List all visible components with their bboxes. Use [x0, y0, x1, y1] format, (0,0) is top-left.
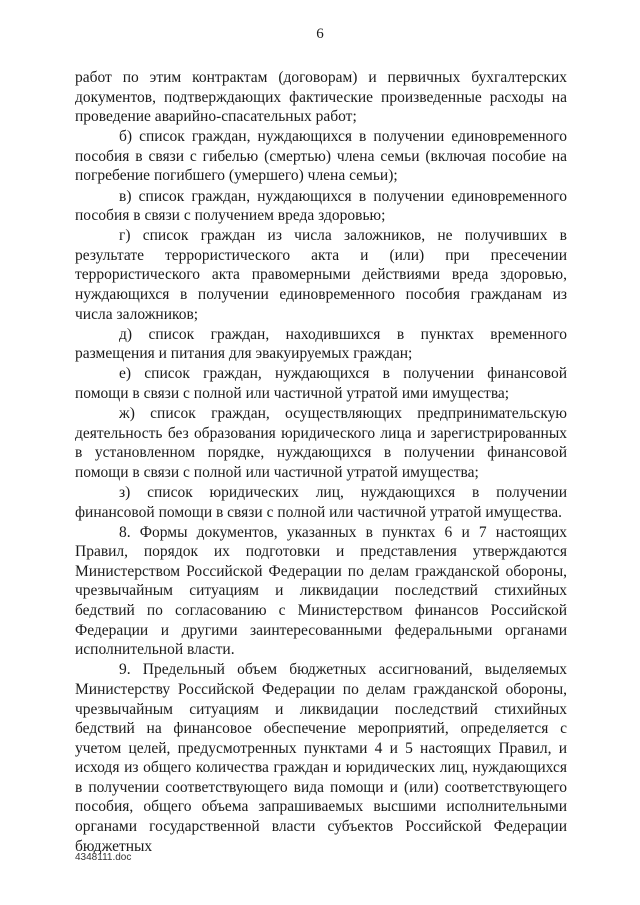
paragraph-section-9: 9. Предельный объем бюджетных ассигнований, выделяемых Министерству Российской Федерации по делам гражданской обороны, чрезвычайным ситуациям и ликвидации последствий стихийных бедствий на финансовое обеспечение мероприятий, определяется с учетом целей, предусмотренных пунктами 4 и 5 настоящих Правил, и исходя из общего количества граждан и юридических лиц, нуждающихся в получении соответствующего вида помощи и (или) соответствующего пособия, общего объема запрашиваемых высшими исполнительными органами государственной власти субъектов Российской Федерации бюджетных — [75, 661, 567, 855]
paragraph-item-d: д) список граждан, находившихся в пунктах временного размещения и питания для эвакуируемых граждан; — [75, 325, 567, 363]
file-name-footer: 4348111.doc — [75, 852, 132, 863]
paragraph-item-z: з) список юридических лиц, нуждающихся в получении финансовой помощи в связи с полной или частичной утратой имущества. — [75, 483, 567, 521]
page-number: 6 — [316, 26, 324, 42]
paragraph-item-e: е) список граждан, нуждающихся в получении финансовой помощи в связи с полной или частичной утратой ими имущества; — [75, 365, 567, 402]
document-body — [75, 68, 567, 857]
paragraph-item-g: г) список граждан из числа заложников, не получивших в результате террористического акта и (или) при пресечении террористического акта правомерными действиями вреда здоровью, нуждающихся в получении единовременного пособия гражданам из числа заложников; — [75, 227, 567, 323]
paragraph-section-8: 8. Формы документов, указанных в пунктах 6 и 7 настоящих Правил, порядок их подготовки и представления утверждаются Министерством Российской Федерации по делам гражданской обороны, чрезвычайным ситуациям и ликвидации последствий стихийных бедствий по согласованию с Министерством финансов Российской Федерации и другими заинтересованными федеральными органами исполнительной власти. — [75, 523, 567, 659]
paragraph-item-zh: ж) список граждан, осуществляющих предпринимательскую деятельность без образования юридического лица и зарегистрированных в установленном порядке, нуждающихся в получении финансовой помощи в связи с полной или частичной утратой имущества; — [75, 405, 567, 481]
paragraph-item-b: б) список граждан, нуждающихся в получении единовременного пособия в связи с гибелью (смертью) члена семьи (включая пособие на погребение погибшего (умершего) члена семьи); — [75, 128, 567, 185]
paragraph-item-v: в) список граждан, нуждающихся в получении единовременного пособия в связи с получением вреда здоровью; — [75, 187, 567, 225]
paragraph-continuation: работ по этим контрактам (договорам) и первичных бухгалтерских документов, подтверждающих фактические произведенные расходы на проведение аварийно-спасательных работ; — [75, 69, 567, 126]
